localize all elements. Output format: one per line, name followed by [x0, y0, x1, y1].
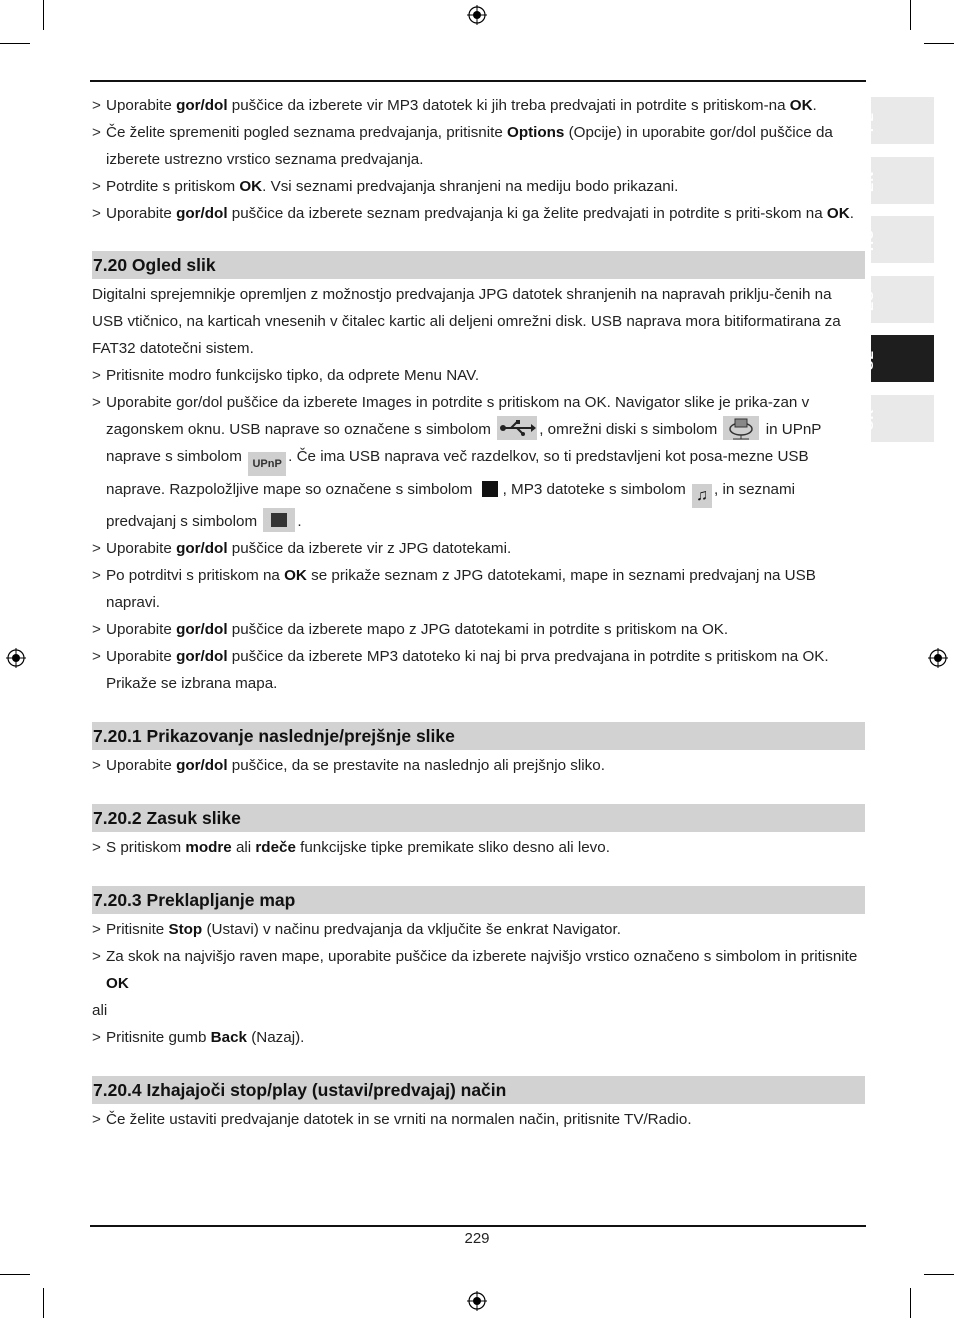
crop-mark — [0, 43, 30, 44]
tab-label: SL — [860, 350, 876, 370]
tab-sl[interactable] — [860, 335, 934, 382]
bold-text: OK — [284, 567, 307, 584]
bullet-marker: > — [92, 839, 101, 856]
music-note-icon: ♫ — [692, 484, 712, 508]
list-item — [92, 834, 865, 861]
crop-mark — [910, 0, 911, 30]
tab-sr[interactable] — [860, 395, 934, 442]
list-item — [92, 752, 865, 779]
bottom-rule — [90, 1225, 866, 1227]
tab-label: ES — [860, 289, 876, 311]
text: puščice da izberete seznam predvajanja ki ga želite predvajati in potrdite s priti-skom na — [227, 205, 827, 222]
list-item — [92, 1106, 865, 1133]
tab-label: HU — [860, 228, 876, 251]
bold-text: gor/dol — [176, 540, 228, 557]
list-item — [92, 200, 865, 227]
text: puščice da izberete vir MP3 datotek ki jih treba predvajati in potrdite s pritiskom-na — [227, 97, 790, 114]
text: Če želite ustaviti predvajanje datotek in se vrniti na normalen način, pritisnite TV/Radio. — [106, 1111, 692, 1128]
section-heading: 7.20.4 Izhajajoči stop/play (ustavi/predvajaj) način — [92, 1076, 865, 1104]
text: Pritisnite — [106, 921, 169, 938]
page-content — [92, 92, 865, 1133]
list-item — [92, 562, 865, 616]
text: funkcijske tipke premikate sliko desno ali levo. — [295, 839, 610, 856]
text: , MP3 datoteke s simbolom — [502, 481, 690, 498]
bullet-marker: > — [92, 921, 101, 938]
bullet-marker: > — [92, 367, 101, 384]
bold-text: gor/dol — [176, 205, 228, 222]
text: (Nazaj). — [246, 1029, 305, 1046]
bold-text: Back — [210, 1029, 247, 1046]
registration-mark-icon — [928, 648, 948, 668]
text: . — [297, 513, 302, 530]
text: puščice da izberete vir z JPG datotekami. — [227, 540, 512, 557]
section-heading: 7.20.3 Preklapljanje map — [92, 886, 865, 914]
bold-text: gor/dol — [176, 648, 228, 665]
usb-icon — [497, 416, 537, 440]
list-item — [92, 92, 865, 119]
text: se prikaže seznam z JPG datotekami, mape in seznami predvajanj na USB napravi. — [106, 567, 816, 611]
section-heading: 7.20.1 Prikazovanje naslednje/prejšnje slike — [92, 722, 865, 750]
text: puščice da izberete MP3 datoteko ki naj bi prva predvajana in potrdite s pritiskom na OK. Prikaže se izbrana mapa. — [106, 648, 829, 692]
paragraph: ali — [92, 1002, 108, 1019]
bullet-marker: > — [92, 757, 101, 774]
crop-mark — [0, 1274, 30, 1275]
list-item — [92, 389, 865, 535]
text: Uporabite — [106, 648, 177, 665]
section-heading: 7.20.2 Zasuk slike — [92, 804, 865, 832]
bold-text: gor/dol — [176, 757, 228, 774]
text: . — [812, 97, 817, 114]
bullet-marker: > — [92, 124, 101, 141]
bullet-marker: > — [92, 540, 101, 557]
playlist-icon — [263, 508, 295, 532]
text: in UPnP naprave s simbolom — [106, 421, 822, 465]
bold-text: modre — [185, 839, 232, 856]
bold-text: Options — [507, 124, 565, 141]
text: Uporabite — [106, 205, 177, 222]
text: Pritisnite gumb — [106, 1029, 211, 1046]
list-item — [92, 362, 865, 389]
tab-en[interactable] — [860, 157, 934, 204]
bold-text: OK — [789, 97, 813, 114]
tab-hu[interactable] — [860, 216, 934, 263]
crop-mark — [43, 0, 44, 30]
text: Uporabite — [106, 757, 177, 774]
text: Potrdite s pritiskom — [106, 178, 240, 195]
bullet-marker: > — [92, 948, 101, 965]
bullet-marker: > — [92, 621, 101, 638]
bullet-marker: > — [92, 178, 101, 195]
text: . Vsi seznami predvajanja shranjeni na mediju bodo prikazani. — [262, 178, 679, 195]
text: , omrežni diski s simbolom — [539, 421, 722, 438]
bullet-marker: > — [92, 394, 101, 411]
network-disk-icon — [723, 416, 759, 440]
bullet-marker: > — [92, 648, 101, 665]
text: (Opcije) in uporabite gor/dol puščice da izberete ustrezno vrstico seznama predvajanja. — [106, 124, 833, 168]
tab-pl[interactable] — [860, 97, 934, 144]
text: puščice, da se prestavite na naslednjo ali prejšnjo sliko. — [227, 757, 605, 774]
list-item — [92, 1024, 865, 1051]
bold-text: Stop — [168, 921, 203, 938]
text: puščice da izberete mapo z JPG datotekami in potrdite s pritiskom na OK. — [227, 621, 729, 638]
tab-es[interactable] — [860, 276, 934, 323]
crop-mark — [43, 1288, 44, 1318]
list-item — [92, 173, 865, 200]
crop-mark — [910, 1288, 911, 1318]
bold-text: OK — [106, 975, 129, 992]
registration-mark-icon — [6, 648, 26, 668]
text: Uporabite — [106, 97, 177, 114]
registration-mark-icon — [467, 1291, 487, 1311]
language-tabs — [860, 97, 934, 454]
top-rule — [90, 80, 866, 82]
tab-label: PL — [860, 112, 876, 132]
list-item — [92, 643, 865, 697]
list-item — [92, 616, 865, 643]
bullet-marker: > — [92, 97, 101, 114]
list-item — [92, 943, 865, 997]
text: ali — [231, 839, 256, 856]
list-item — [92, 119, 865, 173]
bullet-marker: > — [92, 1029, 101, 1046]
list-item — [92, 916, 865, 943]
text: Uporabite — [106, 540, 177, 557]
bold-text: gor/dol — [176, 97, 228, 114]
text: Po potrditvi s pritiskom na — [106, 567, 285, 584]
crop-mark — [924, 1274, 954, 1275]
bold-text: OK — [239, 178, 263, 195]
registration-mark-icon — [467, 5, 487, 25]
text: . Če ima USB naprava več razdelkov, so ti predstavljeni kot posa-mezne USB naprave. Razpoložljive mape so označene s simbolom — [106, 448, 809, 498]
bold-text: rdeče — [255, 839, 296, 856]
bullet-marker: > — [92, 205, 101, 222]
text: Pritisnite modro funkcijsko tipko, da odprete Menu NAV. — [106, 367, 480, 384]
bold-text: OK — [826, 205, 850, 222]
text: Uporabite gor/dol puščice da izberete Images in potrdite s pritiskom na OK. Navigator slike je prika-zan v zagonskem oknu. USB naprave so označene s simbolom — [106, 394, 810, 438]
tab-label: EN — [860, 170, 876, 192]
tab-label: SR — [860, 408, 876, 430]
paragraph: Digitalni sprejemnikje opremljen z možnostjo predvajanja JPG datotek shranjenih na napravah priklju-čenih na USB vtičnico, na karticah vnesenih v čitalec kartic ali deljeni omrežni disk. USB naprava mora bitiformatirana za FAT32 datotečni sistem. — [92, 286, 841, 357]
upnp-icon: UPnP — [248, 452, 286, 476]
text: (Ustavi) v načinu predvajanja da vključite še enkrat Navigator. — [202, 921, 621, 938]
text: . — [849, 205, 854, 222]
bullet-marker: > — [92, 567, 101, 584]
section-heading: 7.20 Ogled slik — [92, 251, 865, 279]
text: Uporabite — [106, 621, 177, 638]
page-number: 229 — [464, 1230, 490, 1247]
text: , in seznami predvajanj s simbolom — [106, 481, 796, 530]
bullet-marker: > — [92, 1111, 101, 1128]
crop-mark — [924, 43, 954, 44]
list-item — [92, 535, 865, 562]
text: S pritiskom — [106, 839, 186, 856]
bold-text: gor/dol — [176, 621, 228, 638]
text: Če želite spremeniti pogled seznama predvajanja, pritisnite — [106, 124, 507, 141]
folder-icon — [479, 476, 501, 500]
text: Za skok na najvišjo raven mape, uporabite puščice da izberete najvišjo vrstico označeno s simbolom in pritisnite — [106, 948, 858, 965]
